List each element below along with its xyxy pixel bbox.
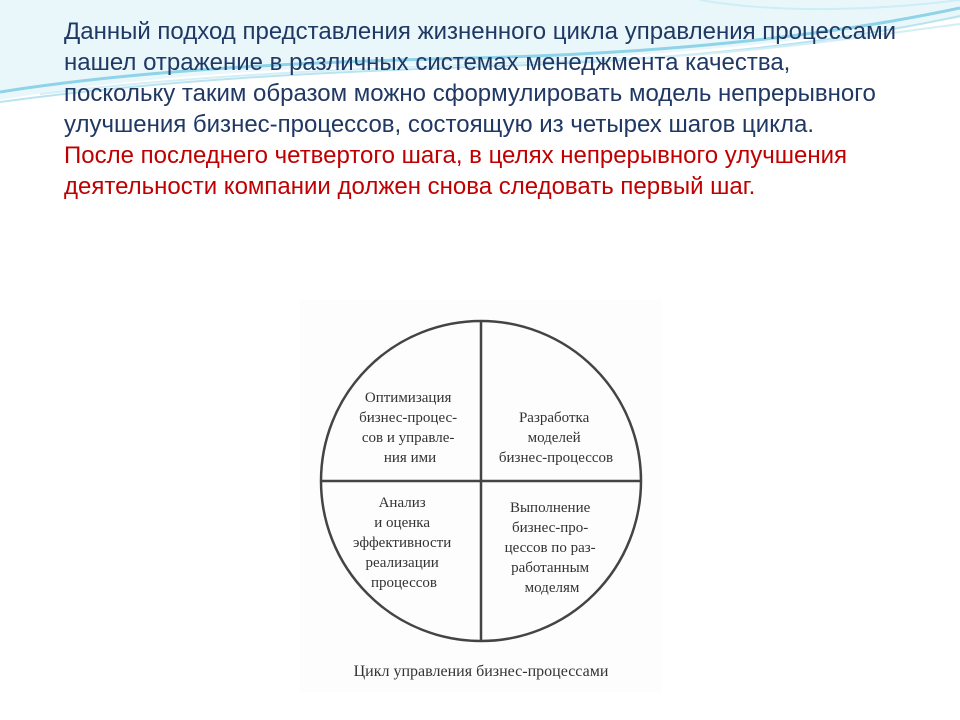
- cycle-diagram: [300, 300, 662, 692]
- quadrant-development: Разработка моделей бизнес-процессов: [498, 410, 614, 466]
- cycle-figure: [300, 300, 662, 692]
- cycle-repeat-paragraph: После последнего четвертого шага, в целях непрерывного улучшения деятельности компании должен снова следовать первый шаг.: [64, 142, 847, 200]
- quadrant-analysis: Анализ и оценка эффективности реализации процессов: [352, 495, 452, 591]
- diagram-caption: Цикл управления бизнес-процессами: [353, 663, 609, 680]
- quadrant-execution: Выполнение бизнес-про- цессов по раз- работанным моделям: [504, 500, 596, 596]
- body-text: [64, 16, 904, 202]
- intro-paragraph: Данный подход представления жизненного цикла управления процессами нашел отражение в различных системах менеджмента качества, поскольку таким образом можно сформулировать модель непрерывного улучшения бизнес-процессов, состоящую из четырех шагов цикла.: [64, 18, 897, 138]
- quadrant-optimization: Оптимизация бизнес-процес- сов и управле- ния ими: [359, 390, 458, 466]
